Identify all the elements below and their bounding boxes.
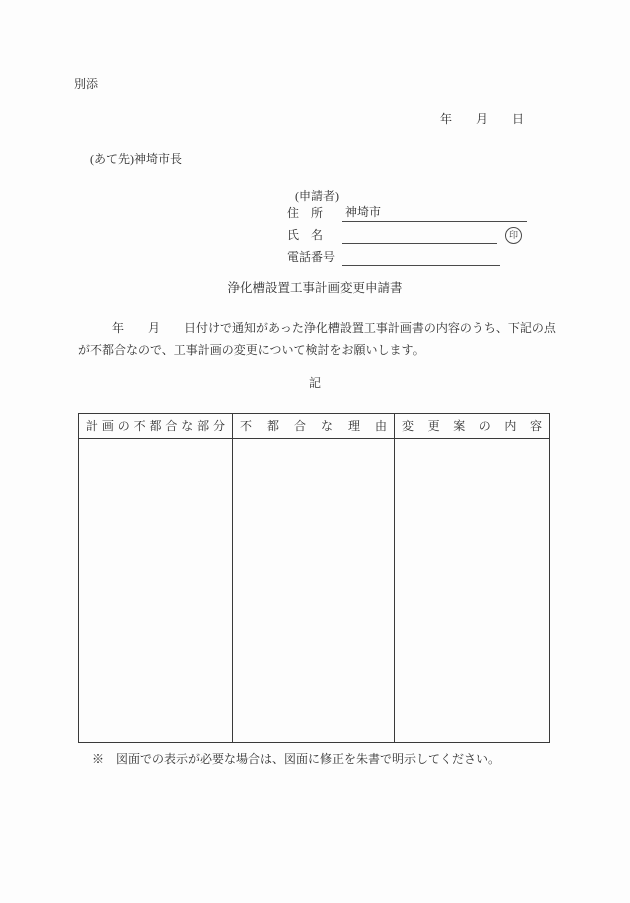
applicant-section-label: (申請者) (295, 189, 339, 203)
table-cell-change-content (395, 439, 549, 742)
table-cell-reason (233, 439, 395, 742)
seal-mark-icon: 印 (505, 227, 522, 244)
addressee-line: (あて先)神埼市長 (90, 152, 182, 166)
table-cell-problem-part (79, 439, 233, 742)
phone-field-label: 電話番号 (287, 250, 336, 264)
name-field-row (287, 228, 323, 245)
change-plan-table (78, 413, 550, 743)
record-heading: 記 (308, 376, 321, 390)
address-field-value-line: 神埼市 (342, 205, 527, 222)
document-title: 浄化槽設置工事計画変更申請書 (227, 281, 403, 295)
table-header-change-content: 変 更 案 の 内 容 (395, 414, 549, 439)
address-field-row (287, 205, 382, 223)
address-field-label: 住 所 (287, 206, 324, 220)
name-field-value-line (342, 227, 497, 244)
table-header-problem-part: 計 画 の 不 都 合 な 部 分 (79, 414, 233, 439)
phone-field-value-line (342, 249, 500, 266)
footnote: ※ 図面での表示が必要な場合は、図面に修正を朱書で明示してください。 (92, 752, 501, 766)
name-field-label: 氏 名 (287, 228, 324, 242)
table-header-reason: 不 都 合 な 理 由 (233, 414, 395, 439)
phone-field-row (287, 250, 335, 267)
date-line: 年 月 日 (440, 112, 525, 126)
document-body-paragraph: 年 月 日付けで通知があった浄化槽設置工事計画書の内容のうち、下記の点が不都合なので、工事計画の変更について検討をお願いします。 (78, 321, 556, 357)
attachment-label: 別添 (74, 77, 99, 91)
